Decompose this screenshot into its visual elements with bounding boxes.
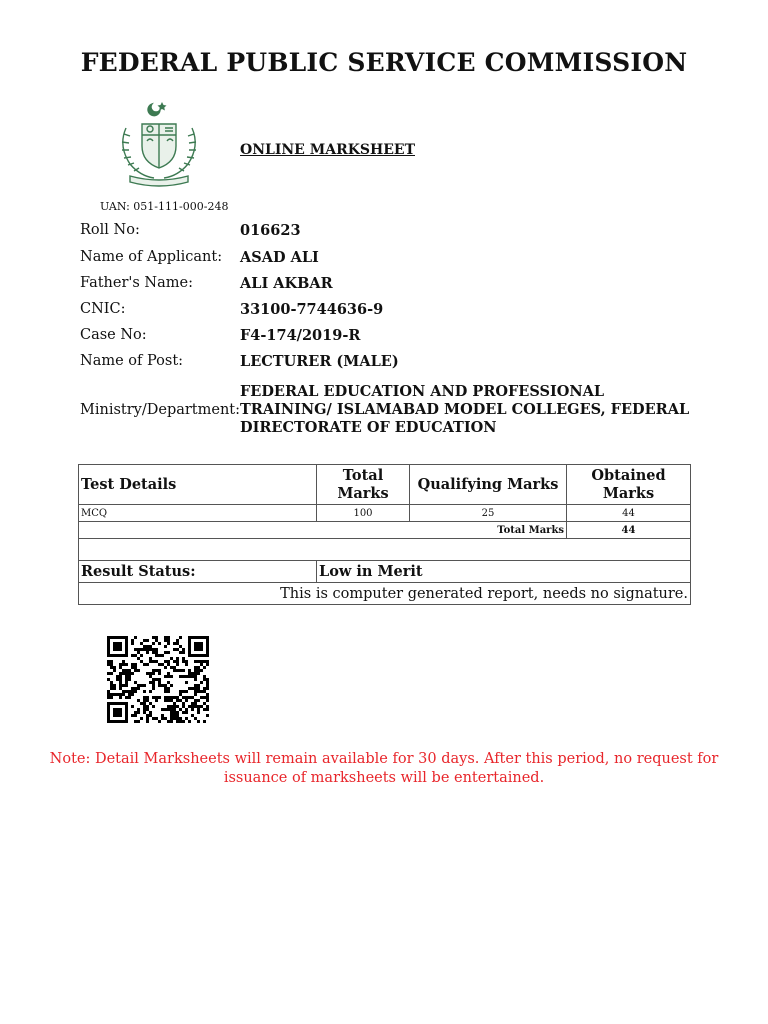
- page-title: FEDERAL PUBLIC SERVICE COMMISSION: [80, 48, 688, 77]
- marksheet-title: ONLINE MARKSHEET: [240, 142, 415, 158]
- case-no-value: F4-174/2019-R: [240, 327, 361, 344]
- availability-note: Note: Detail Marksheets will remain available for 30 days. After this period, no request for issuance of marksheets will be entertained.: [49, 751, 719, 786]
- roll-no-value: 016623: [240, 222, 301, 239]
- state-emblem-icon: [112, 98, 206, 188]
- ministry-label: Ministry/Department:: [80, 402, 241, 418]
- table-row: [79, 505, 691, 522]
- cnic-label: CNIC:: [80, 301, 126, 317]
- table-header-row: [79, 465, 691, 505]
- header-test-details: Test Details: [79, 465, 317, 505]
- spacer-cell: [79, 539, 691, 561]
- ministry-value: FEDERAL EDUCATION AND PROFESSIONAL TRAINING/ ISLAMABAD MODEL COLLEGES, FEDERAL DIRECTORATE OF EDUCATION: [240, 383, 690, 436]
- cnic-value: 33100-7744636-9: [240, 301, 384, 318]
- total-marks-cell: 100: [317, 505, 410, 522]
- header-total-marks: Total Marks: [317, 465, 410, 505]
- post-label: Name of Post:: [80, 353, 184, 369]
- uan-number: UAN: 051-111-000-248: [100, 200, 229, 213]
- spacer-row: [79, 539, 691, 561]
- marks-table: [78, 464, 691, 605]
- test-name-cell: MCQ: [79, 505, 317, 522]
- total-marks-label: Total Marks: [79, 522, 567, 539]
- case-no-label: Case No:: [80, 327, 147, 343]
- total-row: [79, 522, 691, 539]
- result-status-label: Result Status:: [79, 561, 317, 583]
- header-qualifying-marks: Qualifying Marks: [410, 465, 567, 505]
- roll-no-label: Roll No:: [80, 222, 140, 238]
- qualifying-marks-cell: 25: [410, 505, 567, 522]
- total-obtained-cell: 44: [567, 522, 691, 539]
- qr-code-icon: [107, 636, 209, 724]
- applicant-name-value: ASAD ALI: [240, 249, 319, 266]
- footer-row: [79, 583, 691, 605]
- obtained-marks-cell: 44: [567, 505, 691, 522]
- result-row: [79, 561, 691, 583]
- father-name-label: Father's Name:: [80, 275, 193, 291]
- computer-generated-note: This is computer generated report, needs no signature.: [79, 583, 691, 605]
- applicant-name-label: Name of Applicant:: [80, 249, 223, 265]
- post-value: LECTURER (MALE): [240, 353, 399, 370]
- header-obtained-marks: Obtained Marks: [567, 465, 691, 505]
- father-name-value: ALI AKBAR: [240, 275, 333, 292]
- result-status-value: Low in Merit: [317, 561, 691, 583]
